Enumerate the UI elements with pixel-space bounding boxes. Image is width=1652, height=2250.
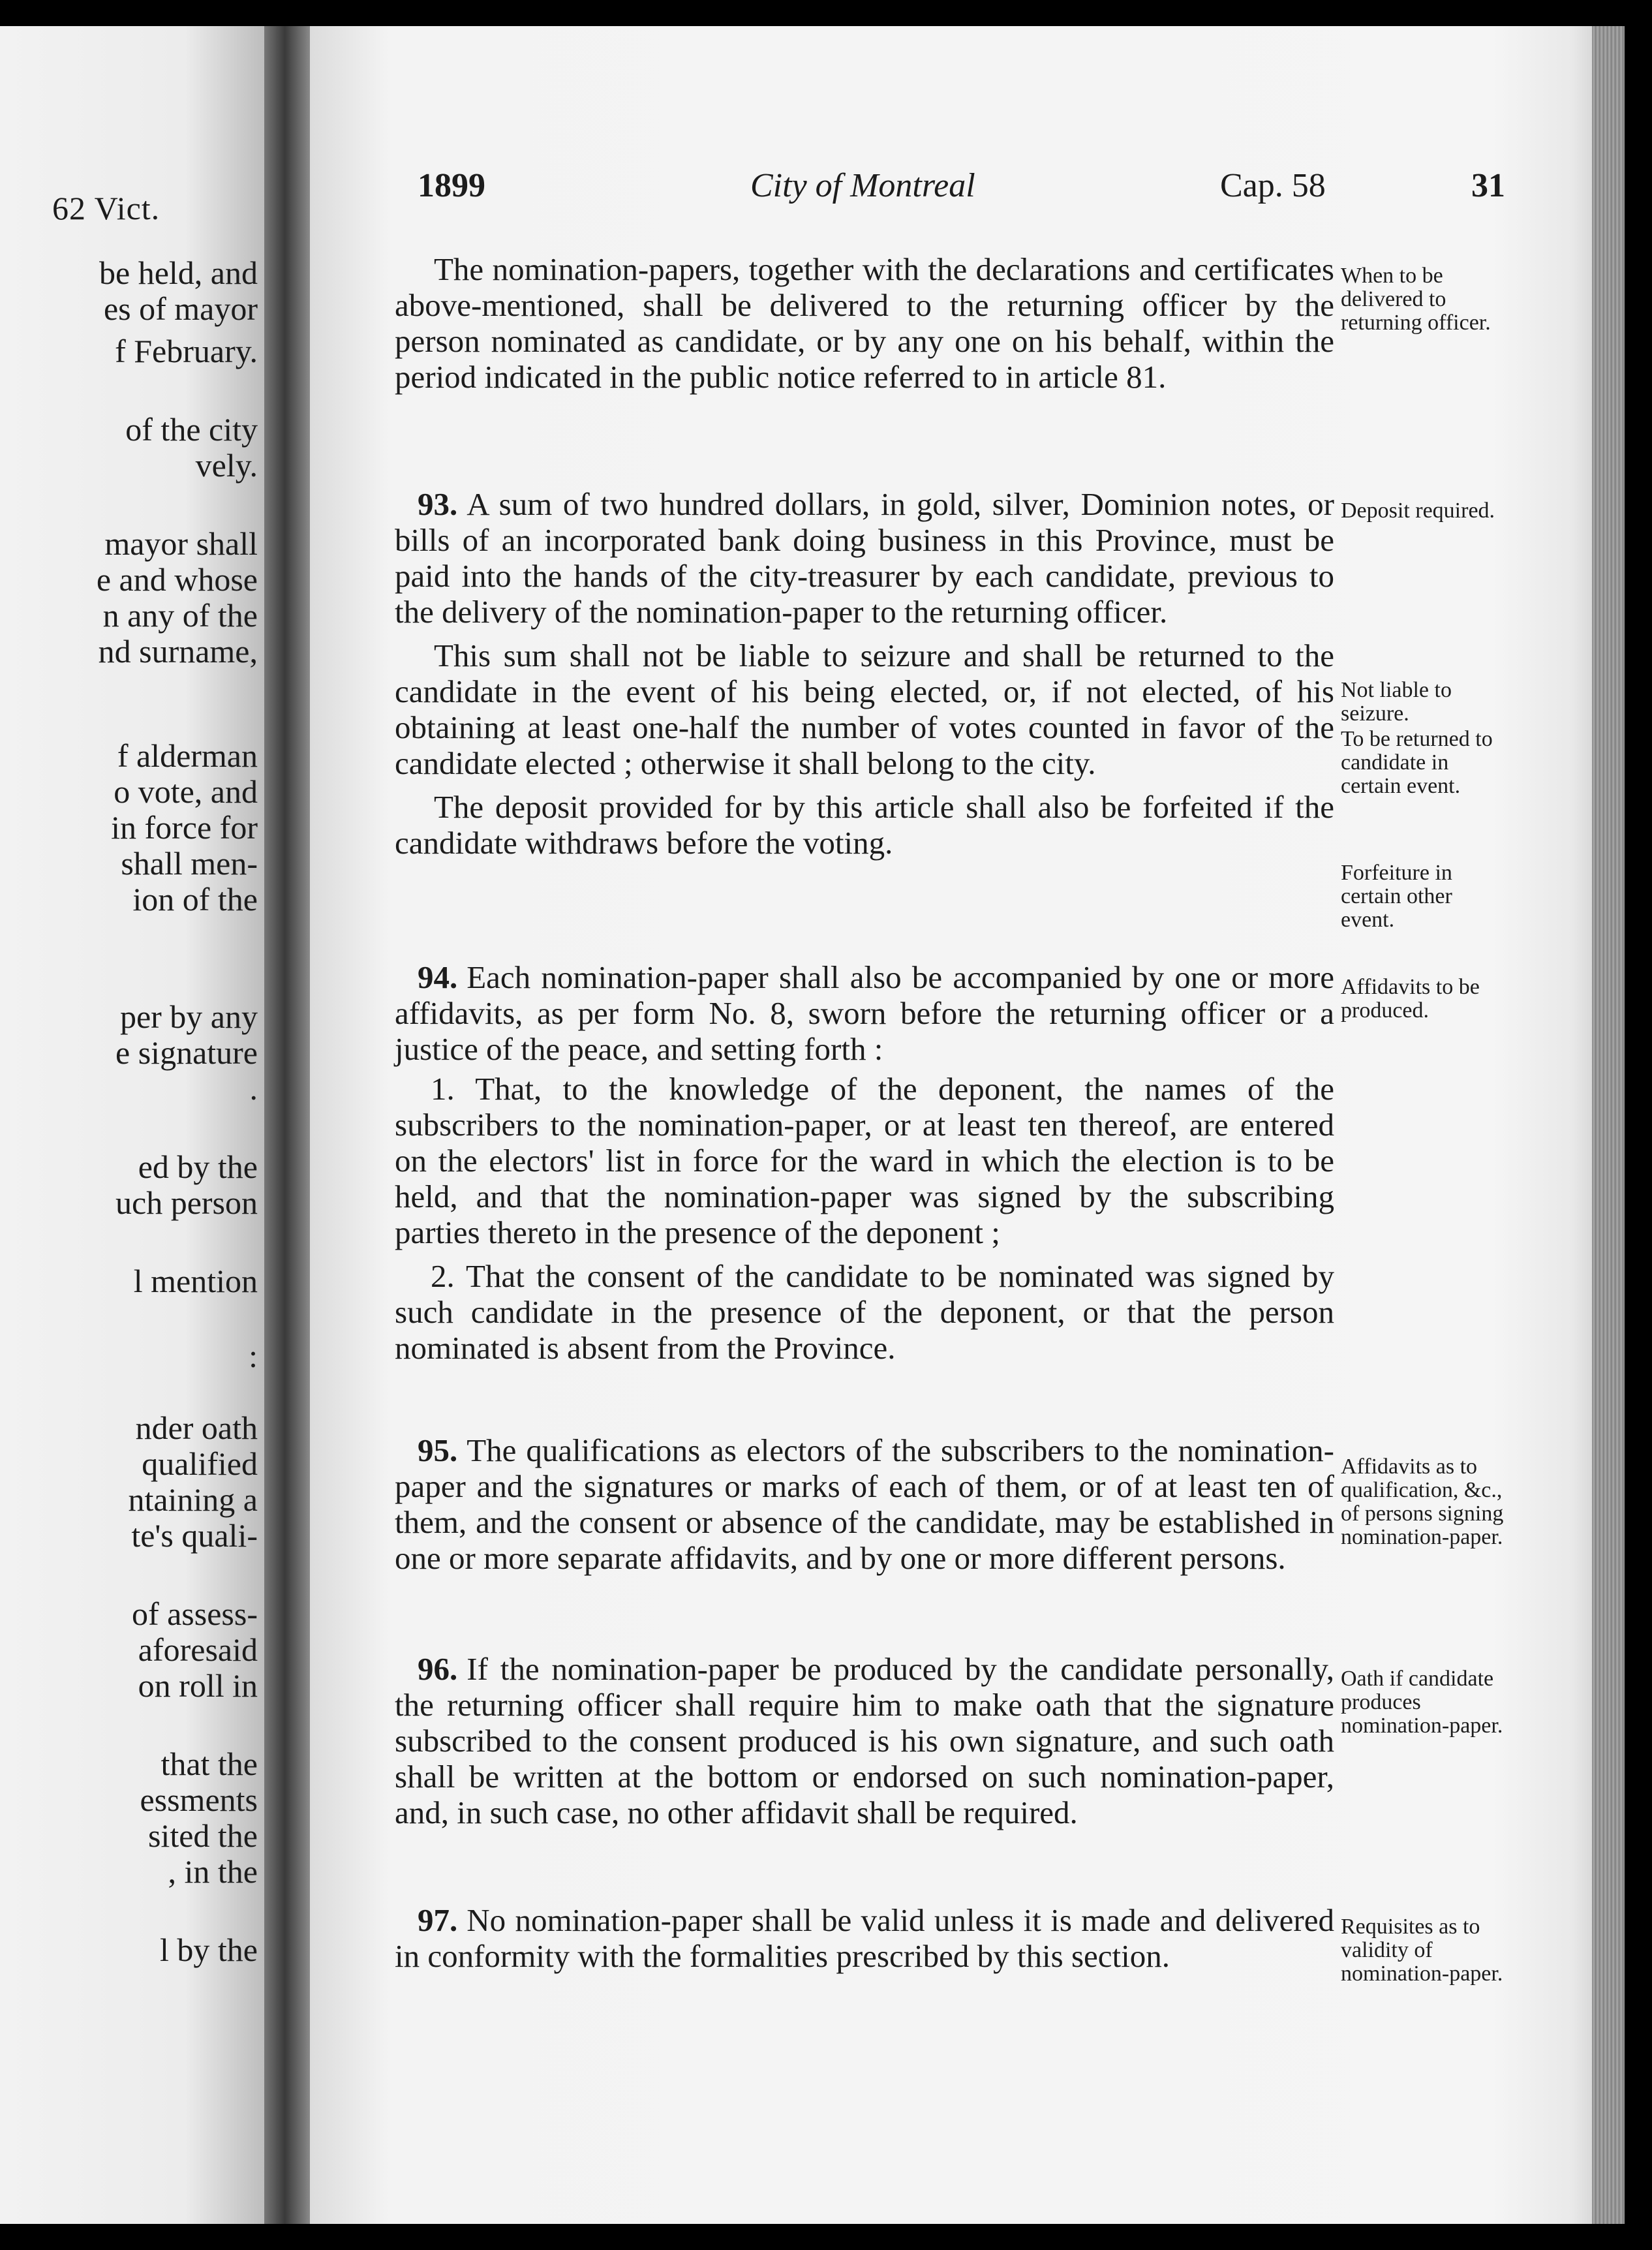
article-97-text: No nomination-paper shall be valid unless it is made and delivered in conformity with the formalities prescribed by this section. [395, 1902, 1334, 1974]
article-97-p1 [395, 1902, 1334, 1974]
left-page-line: uch person [115, 1184, 258, 1221]
left-page-line: : [249, 1338, 258, 1374]
margin-note-returned: To be returned to candidate in certain event. [1341, 727, 1493, 798]
left-page-line: l mention [133, 1263, 258, 1299]
article-94-item-1: 1. That, to the knowledge of the deponent, the names of the subscribers to the nomination-paper, or at least ten thereof, are entered on the electors' list in force for the ward in which the election is to be held, and that the nomination-paper was signed by the subscribing parties thereto in the presence of the deponent ; [395, 1071, 1334, 1250]
left-page-line: essments [140, 1781, 258, 1818]
page-number: 31 [1471, 167, 1505, 204]
scan-border-bottom [0, 2224, 1652, 2250]
book-gutter [264, 26, 310, 2224]
left-page-line: l by the [160, 1932, 258, 1968]
left-page-line: n any of the [102, 597, 258, 634]
left-page-line: e signature [115, 1034, 258, 1071]
header-chapter: Cap. 58 [1220, 167, 1326, 204]
article-95-text: The qualifications as electors of the subscribers to the nomination-paper and the signatures or marks of each of them, or of at least ten of them, and the consent or absence of the candidate, may be established in one or more separate affidavits, and by one or more different persons. [395, 1432, 1334, 1576]
page-edges [1592, 26, 1625, 2224]
left-page-line: ntaining a [128, 1481, 258, 1518]
left-page-line: vely. [195, 447, 258, 484]
left-page-line: aforesaid [138, 1631, 258, 1668]
left-page-header: 62 Vict. [52, 190, 161, 226]
header-year: 1899 [418, 167, 485, 204]
margin-note-delivery: When to be delivered to returning officer. [1341, 264, 1491, 335]
left-page-line: o vote, and [114, 773, 258, 810]
left-page-line: ed by the [138, 1148, 258, 1185]
scan-border-right [1625, 0, 1652, 2250]
left-page-line: nd surname, [98, 633, 258, 670]
left-page-line: f February. [115, 333, 258, 369]
article-94 [395, 959, 1334, 1366]
article-96-number: 96. [418, 1651, 458, 1687]
intro-paragraph: The nomination-papers, together with the declarations and certificates above-mentioned, shall be delivered to the returning officer by the person nominated as candidate, or by any one on his behalf, within the period indicated in the public notice referred to in article 81. [395, 251, 1334, 395]
left-page-line: shall men- [121, 845, 258, 882]
article-94-number: 94. [418, 959, 458, 995]
margin-note-forfeiture: Forfeiture in certain other event. [1341, 861, 1452, 932]
margin-note-not-liable: Not liable to seizure. [1341, 678, 1452, 726]
article-93-p1 [395, 486, 1334, 630]
left-page-line: be held, and [99, 254, 258, 291]
article-96-p1 [395, 1651, 1334, 1830]
left-page-line: sited the [147, 1817, 258, 1854]
article-94-item-2: 2. That the consent of the candidate to be nominated was signed by such candidate in the presence of the deponent, or that the person nominated is absent from the Province. [395, 1258, 1334, 1366]
left-page-line: . [249, 1070, 258, 1107]
margin-note-deposit: Deposit required. [1341, 499, 1495, 523]
scan-border-top [0, 0, 1652, 26]
article-93-p3: The deposit provided for by this article shall also be forfeited if the candidate withdraws before the voting. [395, 789, 1334, 861]
left-page-line: ion of the [132, 881, 258, 917]
left-page-line: f alderman [117, 737, 258, 774]
article-93-text: A sum of two hundred dollars, in gold, silver, Dominion notes, or bills of an incorporated bank doing business in this Province, must be paid into the hands of the city-treasurer by each candidate, previous to the delivery of the nomination-paper to the returning officer. [395, 486, 1334, 630]
margin-note-oath: Oath if candidate produces nomination-paper. [1341, 1667, 1503, 1738]
article-95-p1 [395, 1432, 1334, 1576]
left-page-line: in force for [111, 809, 258, 846]
left-page-line: on roll in [138, 1667, 258, 1704]
left-page-line: per by any [119, 998, 258, 1035]
article-94-p1 [395, 959, 1334, 1067]
article-94-text: Each nomination-paper shall also be accompanied by one or more affidavits, as per form No. 8, sworn before the returning officer or a justice of the peace, and setting forth : [395, 959, 1334, 1067]
intro-paragraph-block [395, 251, 1334, 395]
left-page-line: of the city [125, 411, 258, 448]
margin-note-requisites: Requisites as to validity of nomination-paper. [1341, 1915, 1503, 1986]
article-97-number: 97. [418, 1902, 458, 1938]
article-97 [395, 1902, 1334, 1974]
left-page-line: e and whose [96, 561, 258, 598]
left-page-line: te's quali- [131, 1517, 258, 1554]
article-95 [395, 1432, 1334, 1576]
header-title: City of Montreal [750, 167, 975, 204]
left-page-line: that the [161, 1746, 258, 1782]
margin-note-affidavits-qualification: Affidavits as to qualification, &c., of persons signing nomination-paper. [1341, 1455, 1504, 1549]
article-96-text: If the nomination-paper be produced by the candidate personally, the returning officer shall require him to make oath that the signature subscribed to the consent produced is his own signature, and such oath shall be written at the bottom or endorsed on such nomination-paper, and, in such case, no other affidavit shall be required. [395, 1651, 1334, 1830]
left-page-line: es of mayor [103, 290, 258, 327]
left-page-line: mayor shall [104, 525, 258, 562]
left-page-line: nder oath [135, 1410, 258, 1446]
article-95-number: 95. [418, 1432, 458, 1468]
article-93-p2: This sum shall not be liable to seizure and shall be returned to the candidate in the event of his being elected, or, if not elected, of his obtaining at least one-half the number of votes counted in favor of the candidate elected ; otherwise it shall belong to the city. [395, 638, 1334, 781]
article-93 [395, 486, 1334, 861]
article-96 [395, 1651, 1334, 1830]
article-93-number: 93. [418, 486, 458, 522]
left-page-line: qualified [142, 1445, 258, 1482]
margin-note-affidavits: Affidavits to be produced. [1341, 975, 1480, 1023]
left-page-line: , in the [168, 1853, 258, 1890]
left-page-line: of assess- [131, 1595, 258, 1632]
